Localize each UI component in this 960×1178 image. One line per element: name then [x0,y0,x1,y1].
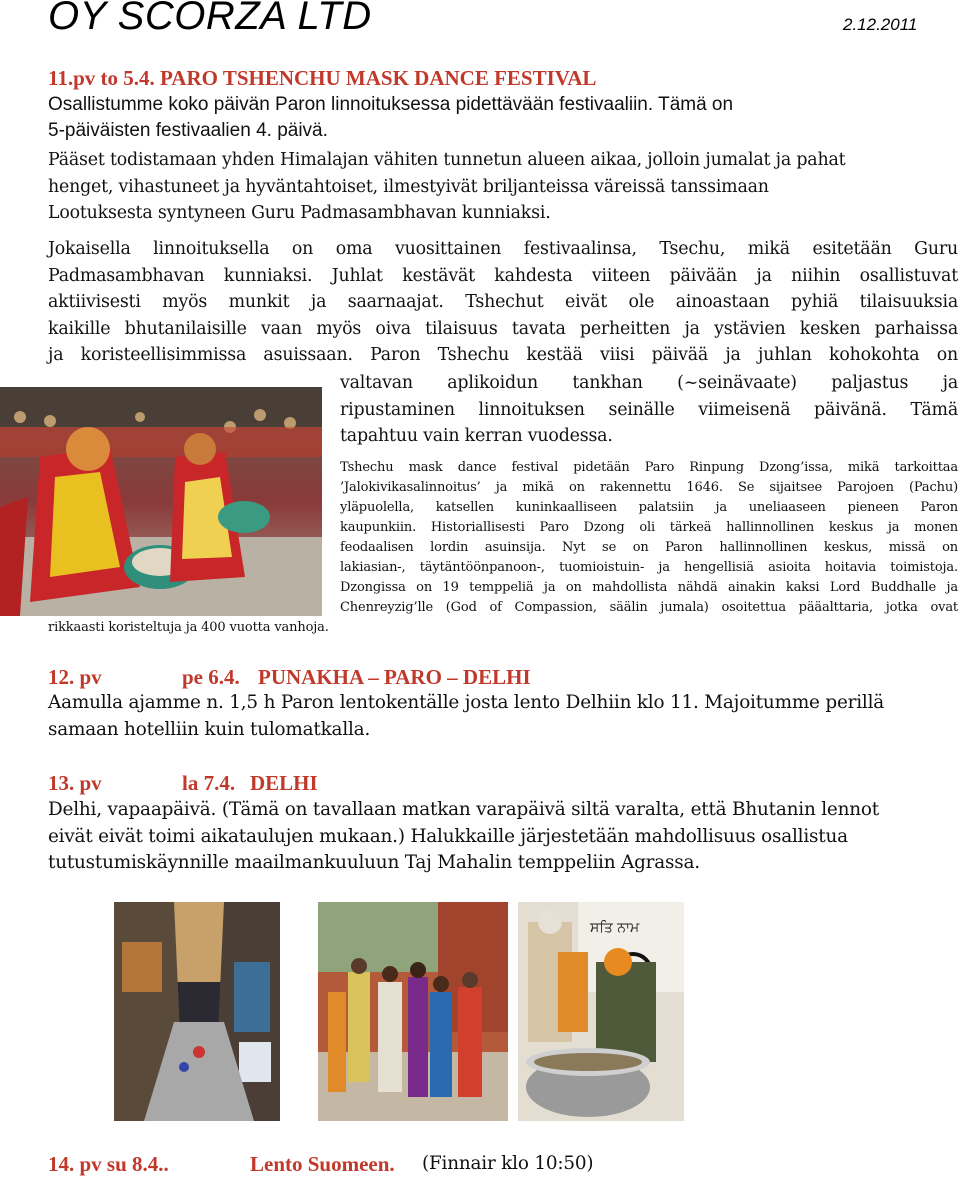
paragraph-line: Aamulla ajamme n. 1,5 h Paron lentokentälle josta lento Delhiin klo 11. Majoitumme perillä [48,692,885,713]
paragraph-line: samaan hotelliin kuin tulomatkalla. [48,718,371,740]
paragraph-line: tutustumiskäynnille maailmankuuluun Taj Mahalin temppeliin Agrassa. [48,852,700,873]
day14-heading: 14. pv su 8.4.. [48,1152,169,1176]
crowd-photo [318,902,508,1121]
day12-date: pe 6.4. [182,665,240,689]
day11-heading: 11.pv to 5.4. PARO TSHENCHU MASK DANCE FESTIVAL [48,66,597,90]
day11-paragraph-2-wrapped [340,370,958,450]
svg-text:ਸਤਿ ਨਾਮ: ਸਤਿ ਨਾਮ [590,920,640,936]
paragraph-line: tapahtuu vain kerran vuodessa. [340,426,613,446]
paragraph-line: Padmasambhavan kunniaksi. Juhlat kestävät kahdesta viiteen päivään ja niihin osallistuvat [48,265,958,286]
company-name: OY SCORZA LTD [48,0,372,38]
day11-fact-box [340,458,958,618]
day11-paragraph-2 [48,236,958,369]
day12-text [48,690,884,743]
fact-line: kaupunkiin. Historiallisesti Paro Dzong oli tärkeä hallinnollinen keskus ja monen [340,520,958,535]
intro-line: Osallistumme koko päivän Paron linnoituksessa pidettävään festivaaliin. Tämä on [48,94,734,115]
temple-kitchen-photo [518,902,684,1121]
day13-text [48,797,879,877]
day14-note: (Finnair klo 10:50) [422,1153,594,1174]
street-photo [114,902,280,1121]
paragraph-line: Lootuksesta syntyneen Guru Padmasambhavan kunniaksi. [48,203,551,223]
fact-line: lakiasian-, täytäntöönpanoon-, tuomioistuin- ja hengellisiä asioita hoitavia toimistoja. [340,560,958,575]
day13-place: DELHI [250,771,318,795]
mask-dance-photo [0,387,322,616]
fact-line-last: rikkaasti koristeltuja ja 400 vuotta vanhoja. [48,620,329,635]
paragraph-line: kaikille bhutanilaisille vaan myös oiva tilaisuus tavata perheitten ja ystävien kesken parhaissa [48,318,958,339]
paragraph-line: Pääset todistamaan yhden Himalajan vähiten tunnetun alueen aikaa, jolloin jumalat ja pahat [48,150,846,170]
fact-line: ’Jalokivikasalinnoitus’ ja mikä on rakennettu 1646. Se sijaitsee Parojoen (Pachu) [340,480,958,495]
day13-date: la 7.4. [182,771,236,795]
paragraph-line: henget, vihastuneet ja hyväntahtoiset, ilmestyivät briljanteissa väreissä tanssimaan [48,176,769,197]
fact-line: Tshechu mask dance festival pidetään Paro Rinpung Dzong’issa, mikä tarkoittaa [340,460,958,475]
fact-line: Chenreyzig’lle (God of Compassion, säälin jumala) osoitettua pääalttaria, jotka ovat [340,600,958,615]
day11-intro [48,92,733,144]
fact-line: Dzongissa on 19 temppeliä ja on mahdollista nähdä ainakin kaksi Lord Buddhalle ja [340,580,958,595]
day11-paragraph-1 [48,147,845,227]
day14-title: Lento Suomeen. [250,1152,395,1176]
paragraph-line: valtavan aplikoidun tankhan (~seinävaate) paljastus ja [340,373,958,393]
intro-line: 5-päiväisten festivaalien 4. päivä. [48,120,328,141]
paragraph-line: aktiivisesti myös munkit ja saarnaajat. Tshechut eivät ole ainoastaan pyhiä tilaisuuksia [48,292,958,312]
paragraph-line: Jokaisella linnoituksella on oma vuosittainen festivaalinsa, Tsechu, mikä esitetään Guru [48,239,958,259]
fact-line: yläpuolella, katsellen kuninkaalliseen palatsiin ja uneliaaseen pieneen Paron [340,500,958,515]
paragraph-line: Delhi, vapaapäivä. (Tämä on tavallaan matkan varapäivä siltä varalta, että Bhutanin lennot [48,799,879,820]
day13-num: 13. pv [48,771,102,795]
paragraph-line: eivät eivät toimi aikataulujen mukaan.) Halukkaille järjestetään mahdollisuus osallistua [48,825,848,847]
day12-num: 12. pv [48,665,102,689]
document-date: 2.12.2011 [843,15,918,34]
paragraph-line: ja koristeellisimmissa asuissaan. Paron Tshechu kestää viisi päivää ja juhlan kohokohta on [48,345,958,365]
day12-route: PUNAKHA – PARO – DELHI [258,665,531,689]
paragraph-line: ripustaminen linnoituksen seinälle viimeisenä päivänä. Tämä [340,399,958,420]
fact-line: feodaalisen lordin asuinsija. Nyt se on Paron hallinnollinen keskus, missä on [340,540,958,555]
